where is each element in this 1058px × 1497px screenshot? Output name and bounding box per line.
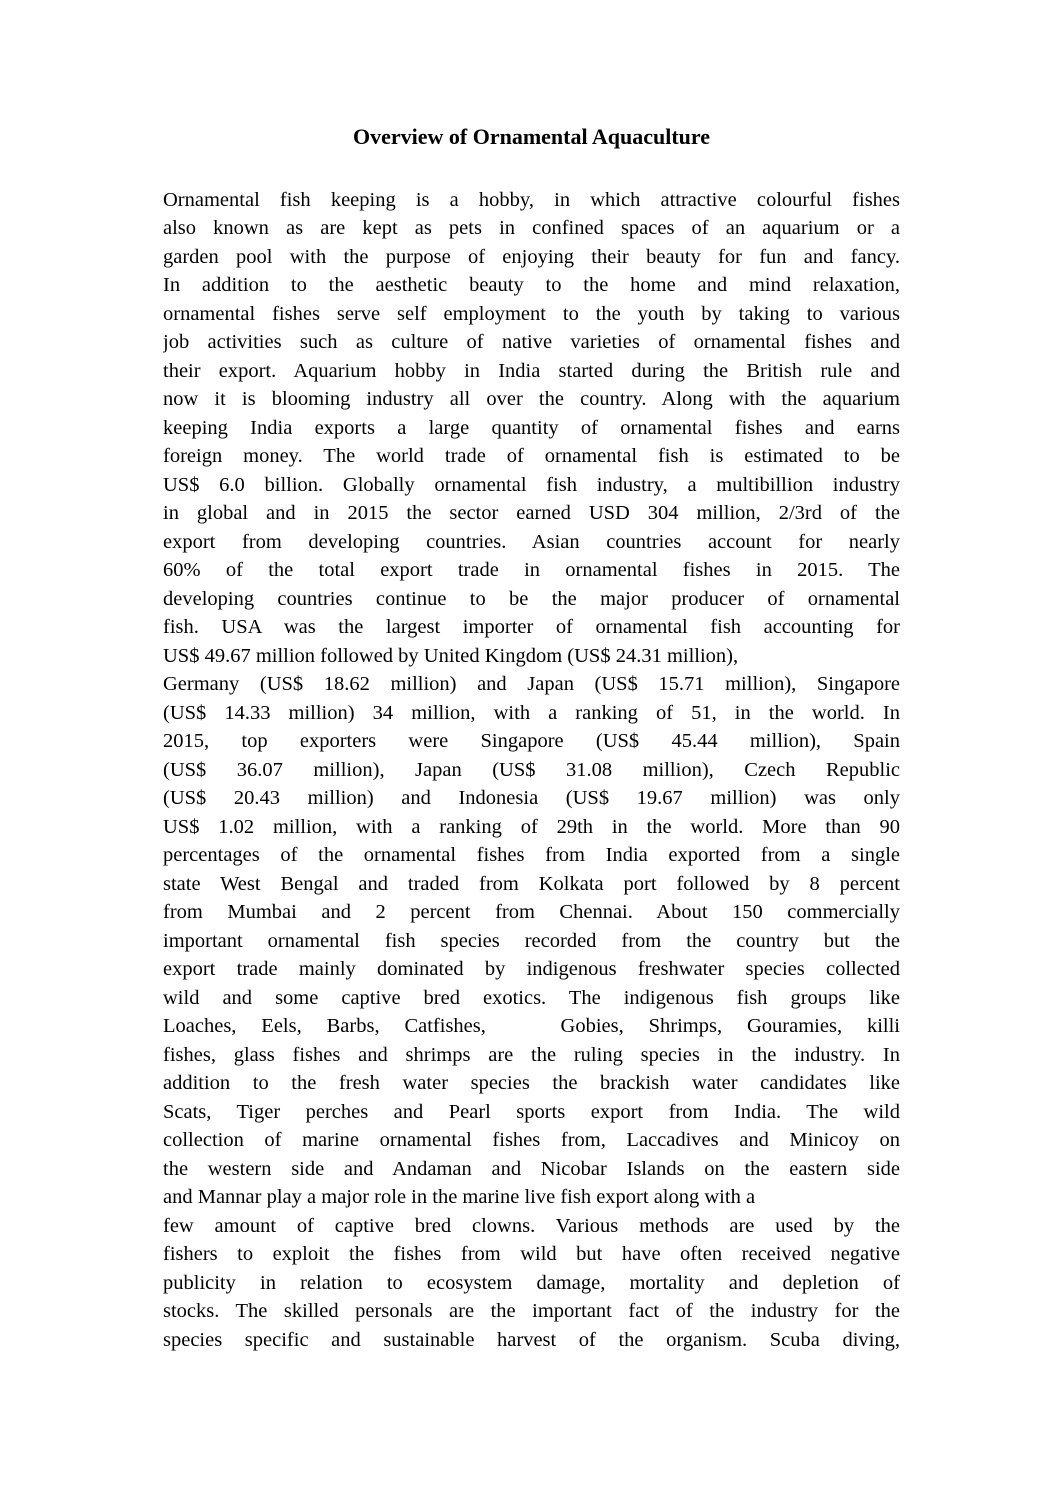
text-line: addition to the fresh water species the brackish water candidates like	[163, 1072, 900, 1094]
text-line: (US$ 20.43 million) and Indonesia (US$ 19.67 million) was only	[163, 787, 900, 809]
text-line: few amount of captive bred clowns. Various methods are used by the	[163, 1214, 900, 1237]
text-line: export from developing countries. Asian countries account for nearly	[163, 530, 900, 553]
page-title: Overview of Ornamental Aquaculture	[352, 124, 711, 149]
text-line: species specific and sustainable harvest of the organism. Scuba diving,	[163, 1328, 900, 1351]
text-line: Ornamental fish keeping is a hobby, in which attractive colourful fishes	[163, 188, 900, 211]
text-line: US$ 6.0 billion. Globally ornamental fish industry, a multibillion industry	[163, 473, 900, 496]
text-line: Scats, Tiger perches and Pearl sports export from India. The wild	[163, 1100, 900, 1123]
text-line: the western side and Andaman and Nicobar Islands on the eastern side	[163, 1157, 900, 1180]
text-line: developing countries continue to be the major producer of ornamental	[163, 587, 900, 610]
text-line: Loaches, Eels, Barbs, Catfishes, Gobies, Shrimps, Gouramies, killi	[163, 1015, 900, 1037]
document-body	[163, 186, 900, 1355]
text-line: also known as are kept as pets in confined spaces of an aquarium or a	[163, 217, 900, 239]
text-line: keeping India exports a large quantity of ornamental fishes and earns	[163, 416, 900, 439]
text-line: job activities such as culture of native varieties of ornamental fishes and	[163, 331, 900, 353]
text-line: fish. USA was the largest importer of ornamental fish accounting for	[163, 616, 900, 638]
text-line: publicity in relation to ecosystem damage, mortality and depletion of	[163, 1271, 900, 1294]
text-line: ornamental fishes serve self employment to the youth by taking to various	[163, 302, 900, 325]
text-line: US$ 1.02 million, with a ranking of 29th in the world. More than 90	[163, 815, 900, 838]
text-line: their export. Aquarium hobby in India started during the British rule and	[163, 359, 900, 382]
text-line: now it is blooming industry all over the country. Along with the aquarium	[163, 388, 900, 410]
text-line: 2015, top exporters were Singapore (US$ 45.44 million), Spain	[163, 730, 900, 752]
text-line: Germany (US$ 18.62 million) and Japan (US$ 15.71 million), Singapore	[163, 673, 900, 695]
text-line: collection of marine ornamental fishes from, Laccadives and Minicoy on	[163, 1129, 900, 1151]
text-line: 60% of the total export trade in ornamental fishes in 2015. The	[163, 559, 900, 581]
text-line: in global and in 2015 the sector earned USD 304 million, 2/3rd of the	[163, 502, 900, 524]
text-line: US$ 49.67 million followed by United Kingdom (US$ 24.31 million),	[163, 644, 739, 667]
text-line: important ornamental fish species recorded from the country but the	[163, 929, 900, 952]
text-line: (US$ 14.33 million) 34 million, with a ranking of 51, in the world. In	[163, 701, 900, 724]
text-line: fishers to exploit the fishes from wild but have often received negative	[163, 1243, 900, 1265]
text-line: fishes, glass fishes and shrimps are the ruling species in the industry. In	[163, 1043, 900, 1066]
text-line: from Mumbai and 2 percent from Chennai. About 150 commercially	[163, 901, 900, 923]
text-line: stocks. The skilled personals are the important fact of the industry for the	[163, 1300, 900, 1322]
text-line: percentages of the ornamental fishes from India exported from a single	[163, 844, 900, 866]
text-line: export trade mainly dominated by indigenous freshwater species collected	[163, 958, 900, 980]
text-line: wild and some captive bred exotics. The indigenous fish groups like	[163, 986, 900, 1009]
text-line: and Mannar play a major role in the marine live fish export along with a	[163, 1186, 756, 1208]
text-line: garden pool with the purpose of enjoying their beauty for fun and fancy.	[163, 245, 900, 268]
text-line: foreign money. The world trade of ornamental fish is estimated to be	[163, 445, 900, 467]
text-line: state West Bengal and traded from Kolkata port followed by 8 percent	[163, 872, 900, 895]
text-line: (US$ 36.07 million), Japan (US$ 31.08 million), Czech Republic	[163, 758, 900, 781]
text-line: In addition to the aesthetic beauty to the home and mind relaxation,	[163, 274, 900, 296]
